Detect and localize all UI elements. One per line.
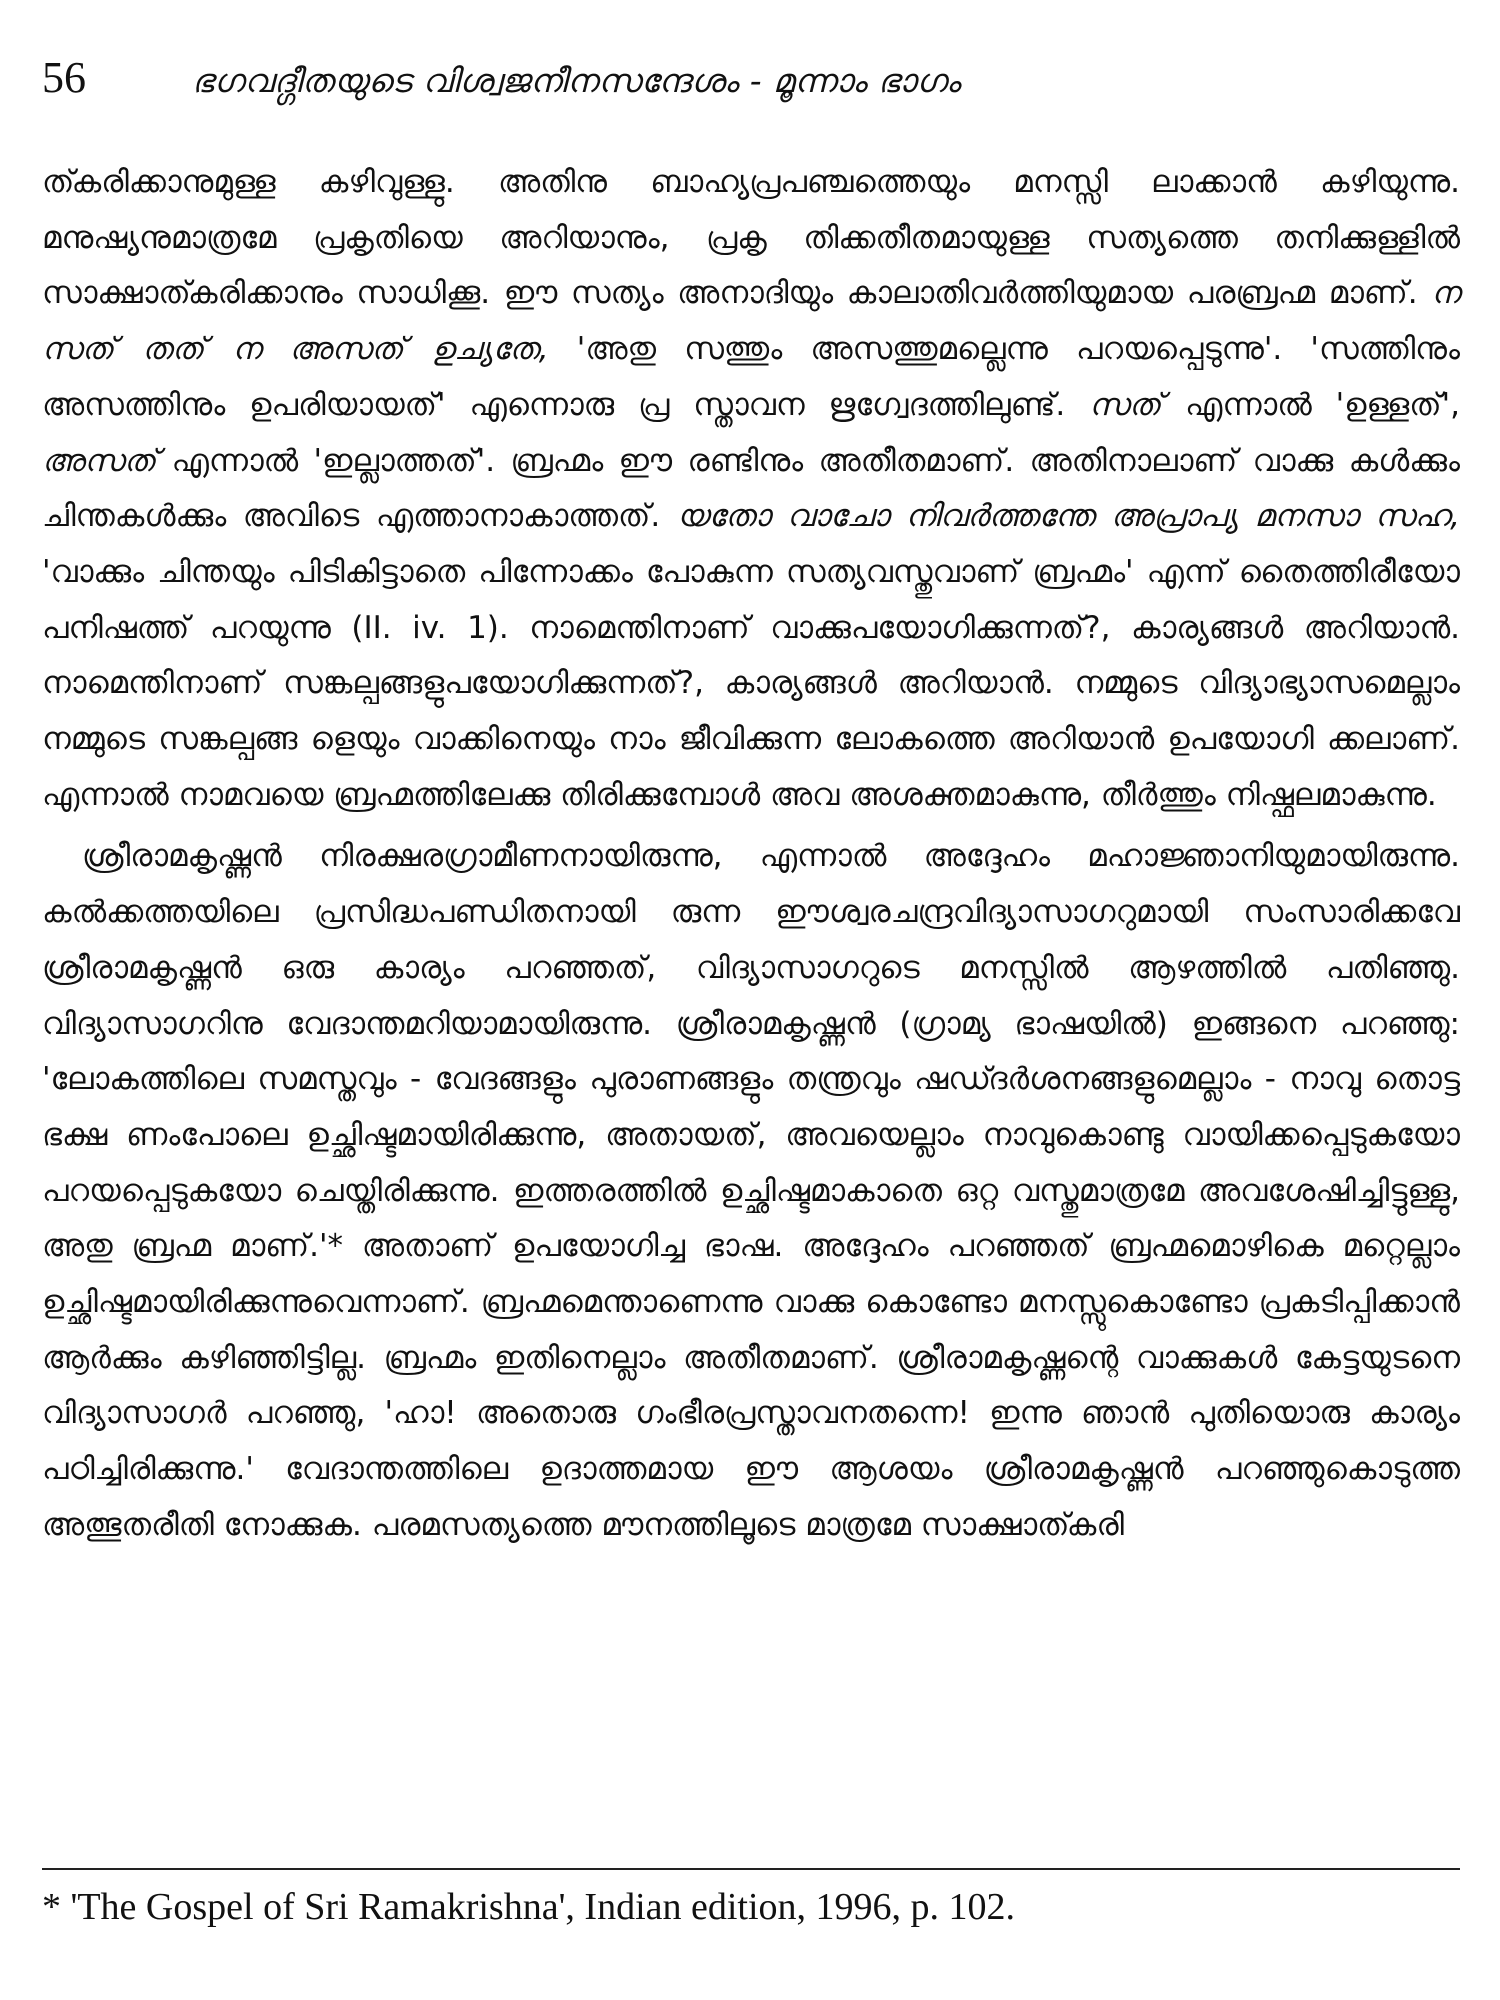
page-header (42, 52, 1462, 112)
paragraph-1 (42, 155, 1460, 823)
paragraph-1-text-5: 'വാക്കും ചിന്തയും പിടികിട്ടാതെ പിന്നോക്കം പോകുന്ന സത്യവസ്തുവാണ് ബ്രഹ്മം' എന്ന് തൈത്തിരീയോ പനിഷത്ത് പറയുന്നു (II. iv. 1). നാമെന്തിനാണ് വാക്കുപയോഗിക്കുന്നത്?, കാര്യങ്ങൾ അറിയാൻ. നാമെന്തിനാണ് സങ്കല്പങ്ങളുപയോഗിക്കുന്നത്?, കാര്യങ്ങൾ അറിയാൻ. നമ്മുടെ വിദ്യാഭ്യാസമെല്ലാം നമ്മുടെ സങ്കല്പങ്ങ ളെയും വാക്കിനെയും നാം ജീവിക്കുന്ന ലോകത്തെ അറിയാൻ ഉപയോഗി ക്കലാണ്. എന്നാൽ നാമവയെ ബ്രഹ്മത്തിലേക്കു തിരിക്കുമ്പോൾ അവ അശക്തമാകുന്നു, തീർത്തും നിഷ്ഫലമാകുന്നു. (42, 553, 1460, 813)
sanskrit-quote-2: യതോ വാചോ നിവർത്തന്തേ അപ്രാപ്യ മനസാ സഹ, (676, 498, 1460, 535)
footnote-divider (42, 1868, 1460, 1870)
body-text (42, 155, 1460, 1554)
running-title: ഭഗവദ്ഗീതയുടെ വിശ്വജനീനസന്ദേശം - മൂന്നാം ഭാഗം (192, 61, 961, 100)
sanskrit-term-sat: സത് (1089, 386, 1162, 423)
paragraph-1-text-4: എന്നാൽ 'ഇല്ലാത്തത്'. ബ്രഹ്മം ഈ രണ്ടിനും അതീതമാണ്. അതിനാലാണ് വാക്കു കൾക്കും ചിന്തകൾക്കും അവിടെ എത്താനാകാത്തത്. (42, 442, 1460, 535)
paragraph-1-text-3: എന്നാൽ 'ഉള്ളത്', (1161, 386, 1460, 423)
paragraph-2: ശ്രീരാമകൃഷ്ണൻ നിരക്ഷരഗ്രാമീണനായിരുന്നു, എന്നാൽ അദ്ദേഹം മഹാജ്ഞാനിയുമായിരുന്നു. കൽക്കത്തയിലെ പ്രസിദ്ധപണ്ഡിതനായി രുന്ന ഈശ്വരചന്ദ്രവിദ്യാസാഗറുമായി സംസാരിക്കവേ ശ്രീരാമകൃഷ്ണൻ ഒരു കാര്യം പറഞ്ഞത്, വിദ്യാസാഗറുടെ മനസ്സിൽ ആഴത്തിൽ പതിഞ്ഞു. വിദ്യാസാഗറിനു വേദാന്തമറിയാമായിരുന്നു. ശ്രീരാമകൃഷ്ണൻ (ഗ്രാമ്യ ഭാഷയിൽ) ഇങ്ങനെ പറഞ്ഞു: 'ലോകത്തിലെ സമസ്തവും - വേദങ്ങളും പുരാണങ്ങളും തന്ത്രവും ഷഡ്ദർശനങ്ങളുമെല്ലാം - നാവു തൊട്ട ഭക്ഷ ണംപോലെ ഉച്ഛിഷ്ടമായിരിക്കുന്നു, അതായത്, അവയെല്ലാം നാവുകൊണ്ടു വായിക്കപ്പെടുകയോ പറയപ്പെടുകയോ ചെയ്തിരിക്കുന്നു. ഇത്തരത്തിൽ ഉച്ഛിഷ്ടമാകാതെ ഒറ്റ വസ്തുമാത്രമേ അവശേഷിച്ചിട്ടുള്ളു, അതു ബ്രഹ്മ മാണ്.'* അതാണ് ഉപയോഗിച്ച ഭാഷ. അദ്ദേഹം പറഞ്ഞത് ബ്രഹ്മമൊഴികെ മറ്റെല്ലാം ഉച്ഛിഷ്ടമായിരിക്കുന്നുവെന്നാണ്. ബ്രഹ്മമെന്താണെന്നു വാക്കു കൊണ്ടോ മനസ്സുകൊണ്ടോ പ്രകടിപ്പിക്കാൻ ആർക്കും കഴിഞ്ഞിട്ടില്ല. ബ്രഹ്മം ഇതിനെല്ലാം അതീതമാണ്. ശ്രീരാമകൃഷ്ണന്റെ വാക്കുകൾ കേട്ടയുടനെ വിദ്യാസാഗർ പറഞ്ഞു, 'ഹാ! അതൊരു ഗംഭീരപ്രസ്താവനതന്നെ! ഇന്നു ഞാൻ പുതിയൊരു കാര്യം പഠിച്ചിരിക്കുന്നു.' വേദാന്തത്തിലെ ഉദാത്തമായ ഈ ആശയം ശ്രീരാമകൃഷ്ണൻ പറഞ്ഞുകൊടുത്ത അത്ഭുതരീതി നോക്കുക. പരമസത്യത്തെ മൗനത്തിലൂടെ മാത്രമേ സാക്ഷാത്കരി (42, 838, 1460, 1543)
paragraph-1-text-1: ത്കരിക്കാനുമുള്ള കഴിവുള്ളു. അതിനു ബാഹ്യപ്രപഞ്ചത്തെയും മനസ്സി ലാക്കാൻ കഴിയുന്നു. മനുഷ്യനുമാത്രമേ പ്രകൃതിയെ അറിയാനും, പ്രകൃ തിക്കതീതമായുള്ള സത്യത്തെ തനിക്കുള്ളിൽ സാക്ഷാത്കരിക്കാനും സാധിക്കൂ. ഈ സത്യം അനാദിയും കാലാതിവർത്തിയുമായ പരബ്രഹ്മ മാണ്. (42, 164, 1460, 312)
paragraph-1-text-2: 'അതു സത്തും അസത്തുമല്ലെന്നു പറയപ്പെടുന്നു'. 'സത്തിനും അസത്തിനും ഉപരിയായത്' എന്നൊരു പ്ര സ്താവന ഋഗ്വേദത്തിലുണ്ട്. (42, 331, 1461, 423)
page-number: 56 (42, 53, 86, 102)
footnote: * 'The Gospel of Sri Ramakrishna', Indian edition, 1996, p. 102. (42, 1886, 1016, 1928)
sanskrit-term-asat: അസത് (42, 442, 157, 479)
sanskrit-quote-1: ന സത് തത് ന അസത് ഉച്യതേ, (42, 275, 1460, 368)
